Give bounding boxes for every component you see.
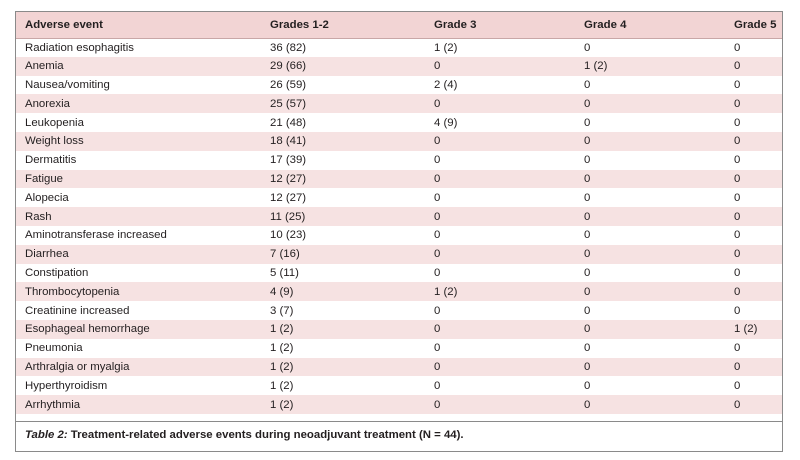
cell-adverse-event: Leukopenia <box>25 116 84 129</box>
cell-grade-5: 0 <box>734 360 741 373</box>
table-caption <box>16 421 782 451</box>
table-row <box>16 57 782 76</box>
cell-grades-1-2: 1 (2) <box>270 379 294 392</box>
cell-grade-5: 0 <box>734 191 741 204</box>
table-row <box>16 245 782 264</box>
cell-grades-1-2: 5 (11) <box>270 266 299 279</box>
table-row <box>16 264 782 283</box>
cell-grade-4: 0 <box>584 135 591 148</box>
cell-grade-4: 0 <box>584 172 591 185</box>
cell-adverse-event: Thrombocytopenia <box>25 285 120 298</box>
table-row <box>16 395 782 414</box>
table-row <box>16 301 782 320</box>
table-row <box>16 132 782 151</box>
cell-grade-3: 0 <box>434 135 441 148</box>
table-row <box>16 113 782 132</box>
cell-grades-1-2: 1 (2) <box>270 323 294 336</box>
cell-adverse-event: Radiation esophagitis <box>25 41 134 54</box>
cell-adverse-event: Alopecia <box>25 191 69 204</box>
cell-grades-1-2: 7 (16) <box>270 248 300 261</box>
table-figure <box>15 11 783 452</box>
cell-grade-3: 1 (2) <box>434 285 458 298</box>
cell-grade-3: 0 <box>434 323 441 336</box>
cell-grade-5: 0 <box>734 266 741 279</box>
cell-grades-1-2: 11 (25) <box>270 210 306 223</box>
cell-grade-5: 0 <box>734 210 741 223</box>
cell-grades-1-2: 1 (2) <box>270 360 294 373</box>
cell-grades-1-2: 12 (27) <box>270 172 307 185</box>
cell-grade-4: 0 <box>584 323 591 336</box>
cell-adverse-event: Creatinine increased <box>25 304 130 317</box>
table-row <box>16 151 782 170</box>
cell-grade-3: 0 <box>434 172 441 185</box>
table-row <box>16 226 782 245</box>
cell-grade-3: 0 <box>434 60 441 73</box>
cell-grade-3: 0 <box>434 191 441 204</box>
cell-grade-4: 0 <box>584 229 591 242</box>
cell-grade-5: 0 <box>734 135 741 148</box>
table-row <box>16 188 782 207</box>
table-row <box>16 38 782 57</box>
cell-adverse-event: Fatigue <box>25 172 63 185</box>
cell-grade-4: 0 <box>584 248 591 261</box>
cell-grade-5: 1 (2) <box>734 323 758 336</box>
cell-grade-3: 0 <box>434 360 441 373</box>
cell-adverse-event: Arrhythmia <box>25 398 81 411</box>
cell-grade-4: 0 <box>584 285 591 298</box>
cell-grade-4: 0 <box>584 379 591 392</box>
cell-grade-4: 0 <box>584 154 591 167</box>
cell-grades-1-2: 36 (82) <box>270 41 307 54</box>
cell-grades-1-2: 21 (48) <box>270 116 307 129</box>
cell-grade-4: 0 <box>584 342 591 355</box>
cell-adverse-event: Diarrhea <box>25 248 69 261</box>
cell-adverse-event: Anorexia <box>25 97 70 110</box>
cell-grade-3: 0 <box>434 97 441 110</box>
cell-grade-3: 0 <box>434 379 441 392</box>
cell-grade-3: 0 <box>434 154 441 167</box>
cell-grade-4: 0 <box>584 97 591 110</box>
cell-grade-5: 0 <box>734 97 741 110</box>
cell-grade-5: 0 <box>734 41 741 54</box>
adverse-events-table <box>16 12 782 414</box>
cell-grade-5: 0 <box>734 78 741 91</box>
header-grade-4: Grade 4 <box>575 12 725 38</box>
cell-adverse-event: Constipation <box>25 266 89 279</box>
cell-grade-4: 0 <box>584 191 591 204</box>
table-body <box>16 38 782 414</box>
cell-grade-5: 0 <box>734 154 741 167</box>
cell-grade-4: 0 <box>584 210 591 223</box>
cell-grade-3: 1 (2) <box>434 41 458 54</box>
cell-grade-4: 0 <box>584 78 591 91</box>
table-row <box>16 76 782 95</box>
cell-grade-3: 2 (4) <box>434 78 458 91</box>
cell-grades-1-2: 18 (41) <box>270 135 307 148</box>
cell-grades-1-2: 26 (59) <box>270 78 307 91</box>
table-row <box>16 358 782 377</box>
cell-grade-3: 0 <box>434 248 441 261</box>
cell-grade-5: 0 <box>734 172 741 185</box>
cell-grades-1-2: 25 (57) <box>270 97 307 110</box>
cell-grade-4: 0 <box>584 360 591 373</box>
header-adverse-event: Adverse event <box>16 12 261 38</box>
caption-label: Table 2: <box>25 429 68 441</box>
table-row <box>16 339 782 358</box>
cell-grades-1-2: 29 (66) <box>270 60 307 73</box>
cell-adverse-event: Arthralgia or myalgia <box>25 360 130 373</box>
table-row <box>16 320 782 339</box>
cell-adverse-event: Rash <box>25 210 52 223</box>
cell-grade-5: 0 <box>734 116 741 129</box>
cell-adverse-event: Weight loss <box>25 135 84 148</box>
cell-grade-5: 0 <box>734 248 741 261</box>
cell-grade-3: 0 <box>434 266 441 279</box>
cell-grade-4: 1 (2) <box>584 60 608 73</box>
cell-grade-5: 0 <box>734 285 741 298</box>
cell-grade-3: 0 <box>434 210 441 223</box>
cell-adverse-event: Anemia <box>25 60 64 73</box>
cell-grade-5: 0 <box>734 304 741 317</box>
table-row <box>16 376 782 395</box>
cell-grade-5: 0 <box>734 60 741 73</box>
cell-adverse-event: Esophageal hemorrhage <box>25 323 150 336</box>
cell-grade-3: 0 <box>434 342 441 355</box>
header-grade-5: Grade 5 <box>725 12 782 38</box>
cell-grade-3: 0 <box>434 229 441 242</box>
table-header-row <box>16 12 782 38</box>
cell-grade-4: 0 <box>584 398 591 411</box>
cell-adverse-event: Dermatitis <box>25 154 77 167</box>
cell-grade-5: 0 <box>734 342 741 355</box>
cell-grade-5: 0 <box>734 229 741 242</box>
cell-grades-1-2: 4 (9) <box>270 285 294 298</box>
cell-grade-3: 4 (9) <box>434 116 458 129</box>
cell-adverse-event: Hyperthyroidism <box>25 379 108 392</box>
table-row <box>16 282 782 301</box>
cell-grades-1-2: 12 (27) <box>270 191 307 204</box>
cell-grade-4: 0 <box>584 266 591 279</box>
caption-text: Treatment-related adverse events during neoadjuvant treatment (N = 44). <box>70 429 464 441</box>
cell-grade-3: 0 <box>434 304 441 317</box>
cell-adverse-event: Aminotransferase increased <box>25 229 167 242</box>
cell-grades-1-2: 1 (2) <box>270 342 294 355</box>
cell-adverse-event: Pneumonia <box>25 342 83 355</box>
cell-grade-5: 0 <box>734 379 741 392</box>
cell-grade-3: 0 <box>434 398 441 411</box>
cell-grade-4: 0 <box>584 41 591 54</box>
table-row <box>16 170 782 189</box>
table-row <box>16 94 782 113</box>
cell-grades-1-2: 10 (23) <box>270 229 307 242</box>
table-row <box>16 207 782 226</box>
cell-grades-1-2: 3 (7) <box>270 304 294 317</box>
cell-grade-4: 0 <box>584 116 591 129</box>
header-grade-3: Grade 3 <box>425 12 575 38</box>
cell-grades-1-2: 17 (39) <box>270 154 307 167</box>
cell-adverse-event: Nausea/vomiting <box>25 78 110 91</box>
cell-grade-5: 0 <box>734 398 741 411</box>
cell-grade-4: 0 <box>584 304 591 317</box>
header-grades-1-2: Grades 1-2 <box>261 12 425 38</box>
cell-grades-1-2: 1 (2) <box>270 398 294 411</box>
